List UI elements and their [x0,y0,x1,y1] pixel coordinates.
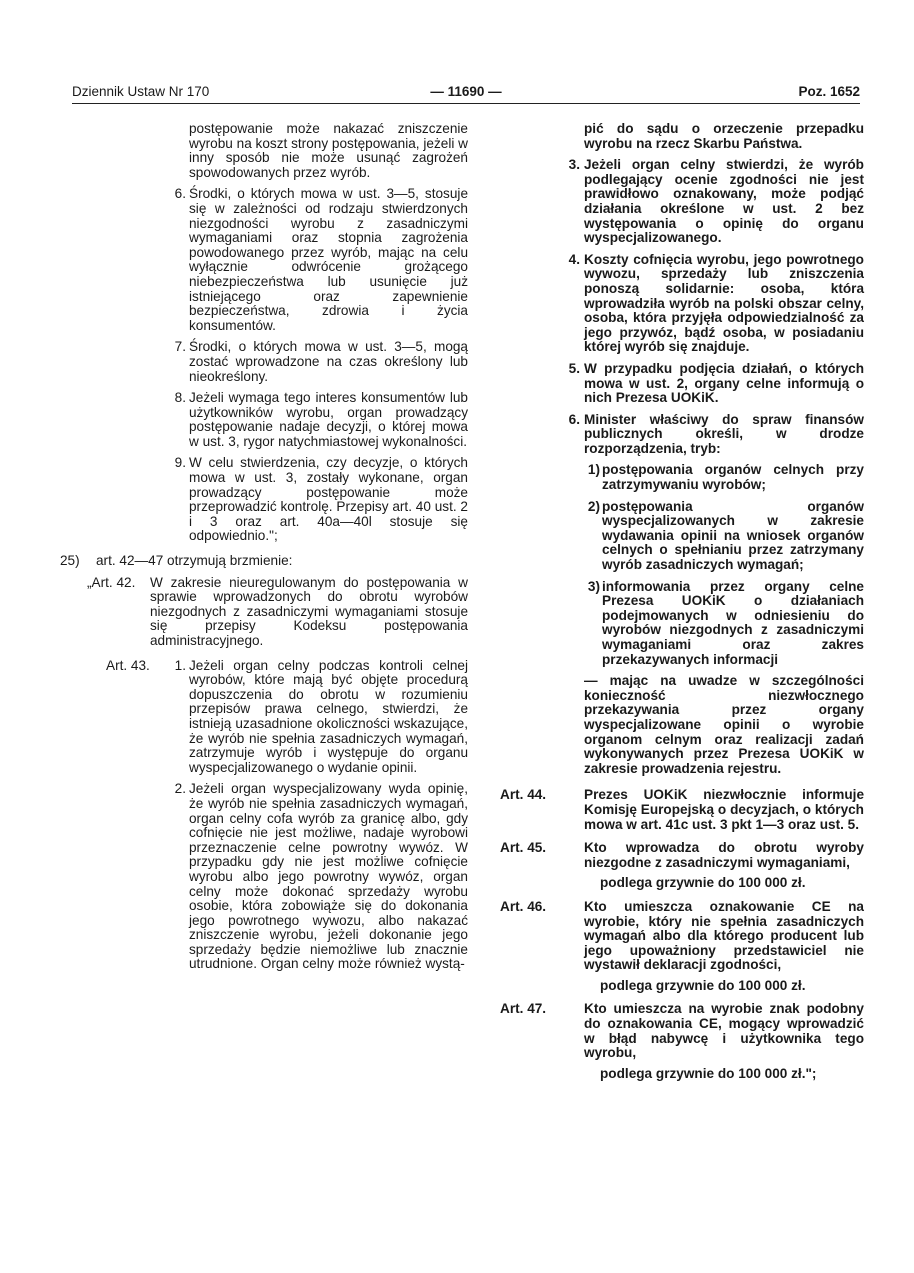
ust-4 [500,253,864,355]
position-number: Poz. 1652 [798,84,860,99]
art-46 [500,900,864,994]
item-number: 4. [568,251,580,267]
ust-7 [62,340,468,384]
article-label: Art. 45. [500,840,547,856]
delegation-tail: — mając na uwadze w szczególności konieczność niezwłocznego przekazywania przez organy wyspecjalizowane opinii o wyrobie organom celnym oraz realizacji zadań wykonywanych przez Prezesa UOKiK w zakresie prowadzenia rejestru. [584,673,864,776]
art-42 [62,576,468,649]
right-column [500,122,864,1081]
penalty-text: podlega grzywnie do 100 000 zł."; [600,1065,817,1081]
article-label: „Art. 42. [87,574,136,590]
item-text: Jeżeli wymaga tego interes konsumentów lub użytkowników wyrobu, organ prowadzący postępowanie nadaje decyzji, o której mowa w ust. 3, rygor natychmiastowej wykonalności. [189,390,468,449]
sub-item-3 [500,580,864,668]
ust-8 [62,391,468,449]
item-number: 8. [174,390,186,406]
item-number: 1. [174,657,186,673]
item-number: 7. [174,339,186,355]
page-header [72,84,860,104]
art-47 [500,1002,864,1081]
penalty-text: podlega grzywnie do 100 000 zł. [600,977,806,993]
sub-item-text: informowania przez organy celne Prezesa UOKiK o działaniach podejmowanych w odniesieniu do wyrobów niezgodnych z zasadniczymi wymaganiami oraz zakres przekazywanych informacji [602,578,864,667]
item-number: 6. [174,186,186,202]
continued-paragraph: postępowanie może nakazać zniszczenie wyrobu na koszt strony postępowania, jeżeli w inny sposób nie może usunąć zagrożeń spowodowanych przez wyrób. [189,121,468,180]
art-43 [62,659,468,972]
sub-item-number: 2) [587,498,600,514]
item-text: Minister właściwy do spraw finansów publicznych określi, w drodze rozporządzenia, tryb: [584,411,864,456]
sub-item-1 [500,463,864,492]
sub-item-text: postępowania organów celnych przy zatrzymywaniu wyrobów; [602,462,864,493]
article-text: Kto wprowadza do obrotu wyroby niezgodne z zasadniczymi wymaganiami, [584,840,864,870]
art-45 [500,841,864,891]
item-text: W przypadku podjęcia działań, o których mowa w ust. 2, organy celne informują o nich Prezesa UOKiK. [584,360,864,406]
article-text: Kto umieszcza oznakowanie CE na wyrobie, który nie spełnia zasadniczych wymagań albo dla którego producent lub jego upoważniony przedstawiciel nie wystawił deklaracji zgodności, [584,898,864,973]
item-number: 3. [568,157,580,173]
article-label: Art. 46. [500,898,547,914]
page-number: — 11690 — [430,84,502,99]
sub-item-number: 1) [587,462,600,478]
ust-9 [62,456,468,544]
item-number: 9. [174,455,186,471]
ust-3 [500,158,864,246]
item-text: Środki, o których mowa w ust. 3—5, mogą zostać wprowadzone na czas określony lub nieokreślony. [189,339,468,384]
item-text: Koszty cofnięcia wyrobu, jego powrotnego wywozu, sprzedaży lub zniszczenia ponoszą solidarnie: osoba, która wprowadziła wyrób na polski obszar celny, osoba, która przyjęła odpowiedzialność za jego przywóz, bądź osoba, w posiadaniu której wyrób się znajduje. [584,251,864,355]
item-text: W celu stwierdzenia, czy decyzje, o których mowa w ust. 3, zostały wykonane, organ prowadzący postępowanie może przeprowadzić kontrolę. Przepisy art. 40 ust. 2 i 3 oraz art. 40a—40l stosuje się odpowiednio."; [189,455,468,544]
article-text: W zakresie nieuregulowanym do postępowania w sprawie wprowadzonych do obrotu wyrobów niezgodnych z zasadniczymi wymaganiami stosuje się przepisy Kodeksu postępowania administracyjnego. [150,574,468,648]
article-text: Prezes UOKiK niezwłocznie informuje Komisję Europejską o decyzjach, o których mowa w art. 41c ust. 3 pkt 1—3 oraz ust. 5. [584,787,864,832]
article-label: Art. 44. [500,787,547,803]
penalty-text: podlega grzywnie do 100 000 zł. [600,875,806,891]
ust-6 [500,413,864,457]
journal-title: Dziennik Ustaw Nr 170 [72,84,210,99]
sub-item-2 [500,500,864,573]
sub-item-number: 3) [587,578,600,594]
article-label: Art. 47. [500,1001,547,1017]
item-text: Jeżeli organ wyspecjalizowany wyda opinię, że wyrób nie spełnia zasadniczych wymagań, organ celny cofa wyrób za granicę albo, gdy cofnięcie nie jest możliwe, nadaje wyrobowi przeznaczenie celne powrotny wywóz. W przypadku gdy nie jest możliwe cofnięcie wyrobu albo jego powrotny wywóz, organ celny może dokonać sprzedaży wyrobu osobie, która zobowiąże się do dokonania jego powrotnego wywozu, albo nakazać zniszczenie wyrobu, jeżeli dokonanie jego sprzedaży będzie niemożliwe lub znacznie utrudnione. Organ celny może również wystą- [189,781,468,972]
art-43-ust-1 [62,659,468,776]
point-text: art. 42—47 otrzymują brzmienie: [96,553,293,569]
article-label: Art. 43. [106,657,150,673]
point-number: 25) [60,553,80,569]
point-25 [62,554,468,569]
art-44 [500,788,864,832]
item-number: 6. [568,411,580,427]
ust-6 [62,187,468,333]
item-text: Środki, o których mowa w ust. 3—5, stosuje się w zależności od rodzaju stwierdzonych niezgodności wyrobu z zasadniczymi wymaganiami oraz stopnia zagrożenia powodowanego przez wyrób, mając na celu wyłącznie odwrócenie grożącego niebezpieczeństwa lub usunięcie już istniejącego oraz zapewnienie bezpieczeństwa, zdrowia i życia konsumentów. [189,186,468,333]
item-text: Jeżeli organ celny podczas kontroli celnej wyrobów, które mają być objęte procedurą dopuszczenia do obrotu w rozumieniu przepisów prawa celnego, stwierdzi, że istnieją uzasadnione okoliczności wskazujące, że wyrób nie spełnia zasadniczych wymagań, zatrzymuje wyrób i występuje do organu wyspecjalizowanego o wydanie opinii. [189,657,468,775]
continued-paragraph: pić do sądu o orzeczenie przepadku wyrobu na rzecz Skarbu Państwa. [584,121,864,151]
item-number: 5. [568,360,580,376]
header-rule [72,103,860,104]
left-column [62,122,468,972]
item-number: 2. [174,781,186,797]
art-43-ust-2 [62,782,468,972]
ust-5 [500,362,864,406]
sub-item-text: postępowania organów wyspecjalizowanych w zakresie wydawania opinii na wniosek organów celnych o spełnianiu przez zatrzymany wyrób zasadniczych wymagań; [602,498,864,573]
article-text: Kto umieszcza na wyrobie znak podobny do oznakowania CE, mogący wprowadzić w błąd nabywcę i użytkownika tego wyrobu, [584,1001,864,1061]
item-text: Jeżeli organ celny stwierdzi, że wyrób podlegający ocenie zgodności nie jest prawidłowo oznakowany, może podjąć działania określone w ust. 2 bez występowania o opinię do organu wyspecjalizowanego. [584,157,864,246]
